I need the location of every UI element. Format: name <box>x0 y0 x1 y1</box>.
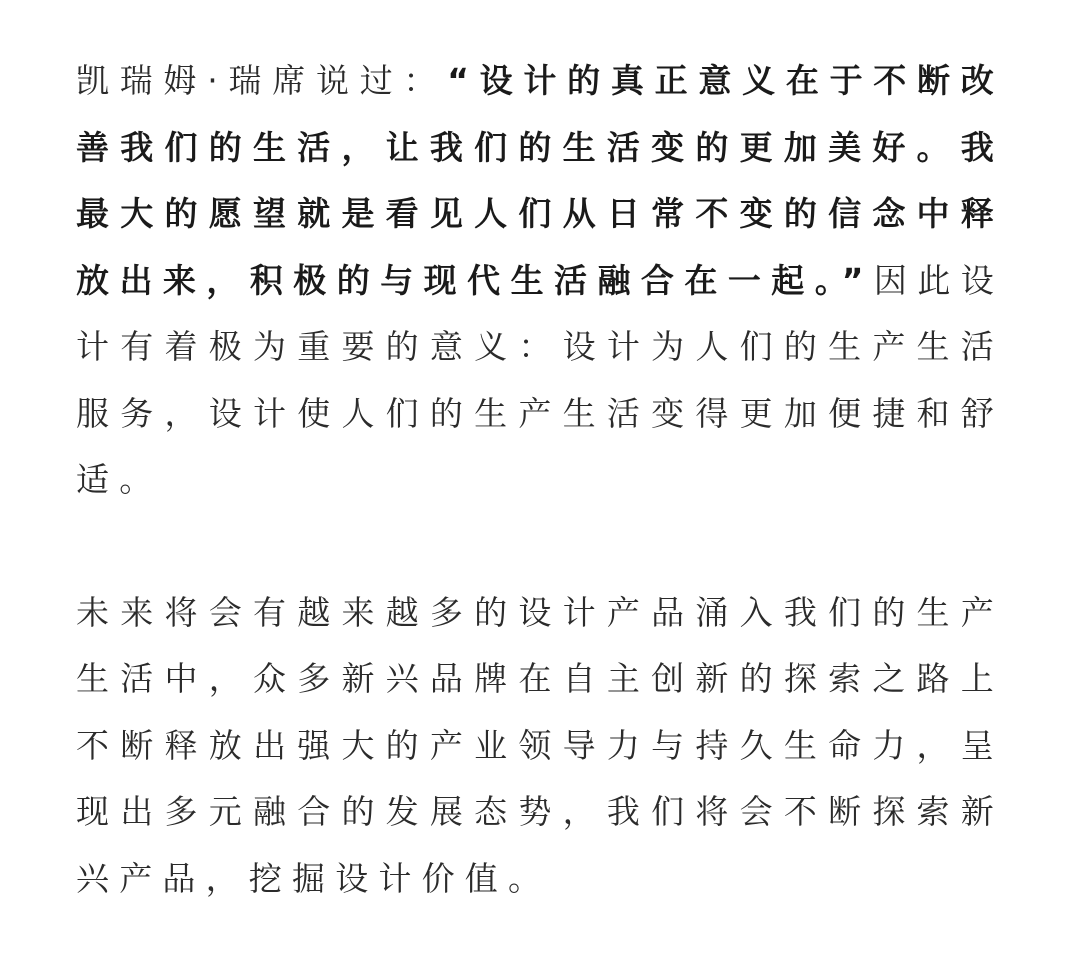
paragraph-continuation: 因此设计有着极为重要的意义：设计为人们的生产生活服务，设计使人们的生产生活变得更加便捷和舒适。 <box>76 260 1004 499</box>
quotation: “设计的真正意义在于不断改善我们的生活，让我们的生活变的更加美好。我最大的愿望就是看见人们从日常不变的信念中释放出来，积极的与现代生活融合在一起。” <box>76 61 1004 300</box>
quote-attribution: 凯瑞姆·瑞席说过： <box>76 61 448 100</box>
article-body <box>76 48 1004 912</box>
paragraph-quote <box>76 48 1004 514</box>
paragraph-future: 未来将会有越来越多的设计产品涌入我们的生产生活中，众多新兴品牌在自主创新的探索之路上不断释放出强大的产业领导力与持久生命力，呈现出多元融合的发展态势，我们将会不断探索新兴产品，挖掘设计价值。 <box>76 592 1004 898</box>
